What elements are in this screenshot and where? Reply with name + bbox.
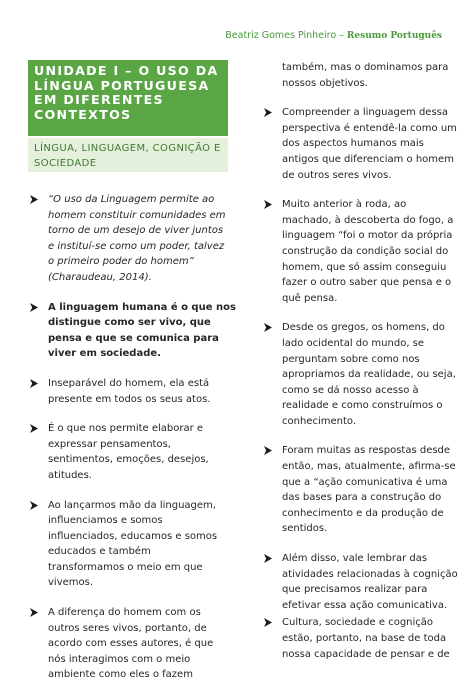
- text-line: machado, à descoberta do fogo, a: [282, 214, 454, 226]
- text-line: É o que nos permite elaborar e: [48, 423, 204, 435]
- text-line: Foram muitas as respostas desde: [282, 445, 451, 457]
- arrowhead-bullet-icon: [263, 322, 273, 333]
- text-line: influenciamos e somos: [48, 515, 163, 527]
- arrowhead-bullet-icon: [29, 500, 39, 511]
- bullet-item: [28, 421, 228, 483]
- section-subtitle-line: LÍNGUA, LINGUAGEM, COGNIÇÃO E: [34, 143, 221, 154]
- text-line: acordo com esses autores, é que: [48, 638, 214, 650]
- arrowhead-bullet-icon: [263, 445, 273, 456]
- text-line: o primeiro poder do homem”: [48, 256, 194, 268]
- text-line: outros seres vivos, portanto, de: [48, 622, 207, 634]
- text-line: então, mas, atualmente, afirma-se: [282, 461, 456, 473]
- arrowhead-bullet-icon: [29, 423, 39, 434]
- text-line: pensa e que se comunica para: [48, 332, 219, 344]
- text-line: educados e também: [48, 546, 151, 558]
- text-line: quê pensa.: [282, 292, 338, 304]
- text-line: viver em sociedade.: [48, 348, 161, 360]
- text-line: influenciados, educamos e somos: [48, 530, 218, 542]
- arrowhead-bullet-icon: [263, 553, 273, 564]
- text-line: perguntam sobre como nos: [282, 353, 420, 365]
- bullet-item: [262, 197, 454, 306]
- text-line: dos aspectos humanos mais: [282, 138, 424, 150]
- text-line: lado ocidental do mundo, se: [282, 337, 425, 349]
- text-line: que precisamos realizar para: [282, 584, 428, 596]
- arrowhead-bullet-icon: [263, 617, 273, 628]
- text-line: realidade e como construímos o: [282, 400, 443, 412]
- text-line: linguagem “foi o motor da própria: [282, 230, 453, 242]
- unit-title: [28, 60, 228, 136]
- text-line: nossa capacidade de pensar e de: [282, 648, 450, 660]
- text-line: A linguagem humana é o que nos: [48, 301, 236, 313]
- text-line: conhecimento.: [282, 415, 356, 427]
- bullet-item: [262, 105, 457, 183]
- text-line: sentimentos, emoções, desejos,: [48, 454, 209, 466]
- bullet-item: [28, 192, 228, 286]
- bullet-item: [28, 300, 236, 362]
- unit-title-line: UNIDADE I – O USO DA: [34, 63, 219, 78]
- text-line: Desde os gregos, os homens, do: [282, 322, 445, 334]
- text-line: estão, portanto, na base de toda: [282, 633, 447, 644]
- unit-title-line: CONTEXTOS: [34, 106, 132, 122]
- text-line: nossos objetivos.: [282, 77, 368, 89]
- text-line: distingue como ser vivo, que: [48, 317, 211, 329]
- text-line: (Charaudeau, 2014).: [48, 271, 152, 283]
- bullet-item: [28, 605, 228, 683]
- text-line: efetivar essa ação comunicativa.: [282, 599, 448, 611]
- bullet-item: [262, 443, 456, 537]
- text-line: de outros seres vivos.: [282, 169, 392, 181]
- text-line: expressar pensamentos,: [48, 438, 171, 450]
- text-line: ambiente como eles o fazem: [48, 669, 193, 681]
- text-line: conhecimento e da produção de: [282, 507, 444, 519]
- bullet-item: [262, 615, 450, 662]
- text-line: atividades relacionadas à cognição: [282, 568, 458, 580]
- text-line: Muito anterior à roda, ao: [282, 199, 407, 211]
- text-line: A diferença do homem com os: [48, 607, 201, 619]
- arrowhead-bullet-icon: [29, 378, 39, 389]
- text-line: homem, que só assim conseguiu: [282, 261, 447, 273]
- text-line: sentidos.: [282, 523, 328, 535]
- page-header: [225, 30, 442, 41]
- arrowhead-bullet-icon: [29, 194, 39, 205]
- bullet-item: [28, 376, 228, 407]
- text-line: “O uso da Linguagem permite ao: [48, 194, 215, 205]
- text-line: Cultura, sociedade e cognição: [282, 617, 434, 629]
- text-line: construção da condição social do: [282, 245, 449, 257]
- text-line: presente em todos os seus atos.: [48, 393, 211, 405]
- right-bullet-list: [262, 105, 458, 662]
- bullet-item: [28, 498, 228, 592]
- text-line: homem constituir comunidades em: [48, 209, 226, 221]
- arrowhead-bullet-icon: [263, 199, 273, 210]
- text-line: antigos que diferenciam o homem: [282, 153, 454, 165]
- text-line: apropriamos da realidade, ou seja,: [282, 369, 456, 381]
- unit-title-line: EM DIFERENTES: [34, 92, 164, 107]
- text-line: vivemos.: [48, 577, 94, 589]
- text-line: atitudes.: [48, 469, 92, 481]
- text-line: e instituí-se como um poder, talvez: [48, 240, 225, 252]
- text-line: fazer o outro saber que pensa e o: [282, 277, 452, 289]
- text-line: Compreender a linguagem dessa: [282, 107, 448, 119]
- text-line: também, mas o dominamos para: [282, 62, 449, 73]
- text-line: das bases para a construção do: [282, 492, 442, 504]
- right-column: [262, 60, 458, 662]
- continued-paragraph: [262, 60, 449, 91]
- left-bullet-list: [28, 192, 236, 683]
- bullet-item: [262, 551, 458, 613]
- text-line: como se dá nosso acesso à: [282, 384, 419, 396]
- arrowhead-bullet-icon: [263, 107, 273, 118]
- text-line: Além disso, vale lembrar das: [282, 553, 428, 565]
- left-column: [28, 60, 236, 683]
- text-line: torno de um desejo de viver juntos: [48, 225, 224, 237]
- header-separator: –: [339, 30, 344, 41]
- section-subtitle: [28, 138, 228, 172]
- bullet-item: [262, 320, 456, 429]
- section-subtitle-line: SOCIEDADE: [34, 157, 97, 169]
- author-name: Beatriz Gomes Pinheiro: [225, 30, 337, 41]
- subject-label: Resumo Português: [346, 31, 442, 41]
- text-line: Ao lançarmos mão da linguagem,: [48, 499, 216, 511]
- arrowhead-bullet-icon: [29, 302, 39, 313]
- text-line: nós interagimos com o meio: [48, 653, 191, 665]
- text-line: perspectiva é entendê-la como um: [282, 122, 457, 134]
- text-line: Inseparável do homem, ela está: [48, 377, 210, 389]
- text-line: transformamos o meio em que: [48, 561, 203, 573]
- unit-title-line: LÍNGUA PORTUGUESA: [34, 77, 210, 93]
- arrowhead-bullet-icon: [29, 607, 39, 618]
- text-line: que a “ação comunicativa é uma: [282, 476, 448, 488]
